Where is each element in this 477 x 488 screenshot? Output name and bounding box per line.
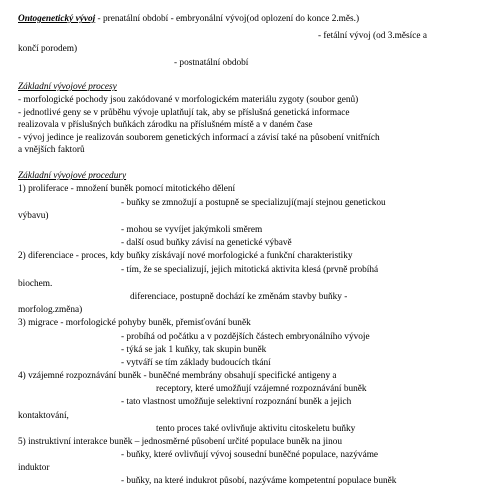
section-title-procedures: Základní vývojové procedury <box>18 171 127 181</box>
text-line: biochem. <box>18 279 53 289</box>
text-line: diferenciace, postupně dochází ke změnám stavby buňky - <box>130 292 348 302</box>
text-line: - vývoj jedince je realizován souborem genetických informací a závisí také na působení vnitřních <box>18 133 380 143</box>
text-line: kontaktování, <box>18 411 69 421</box>
text-line: morfolog.změna) <box>18 305 83 315</box>
text-line: - buňky, které ovlivňují vývoj sousední buněčné populace, nazýváme <box>121 450 379 460</box>
period-fetal-b: končí porodem) <box>18 44 78 54</box>
text-line: a vnějších faktorů <box>18 145 85 155</box>
document-title: Ontogenetický vývoj <box>18 14 96 24</box>
section-title-processes: Základní vývojové procesy <box>18 82 117 92</box>
text-line: induktor <box>18 463 50 473</box>
text-line: - buňky, na které indukrot působí, nazýváme kompetentní populace buněk <box>121 476 397 486</box>
period-prenatal: - prenatální období - embryonální vývoj(od oplození do konce 2.měs.) <box>95 14 360 24</box>
text-line: - probíhá od počátku a v pozdějších částech embryonálního vývoje <box>121 332 370 342</box>
text-line: 4) vzájemné rozpoznávání buněk - buněčné membrány obsahují specifické antigeny a <box>18 371 337 381</box>
period-fetal-a: - fetální vývoj (od 3.měsíce a <box>318 31 427 41</box>
text-line: tento proces také ovlivňuje aktivitu citoskeletu buňky <box>156 424 356 434</box>
text-line: - vytváří se tím základy budoucích tkání <box>121 358 271 368</box>
text-line: 3) migrace - morfologické pohyby buněk, přemisťování buněk <box>18 318 251 328</box>
text-line: realizovala v příslušných buňkách zárodku na příslušném místě a v daném čase <box>18 120 313 130</box>
text-line: - morfologické pochody jsou zakódované v morfologickém materiálu zygoty (soubor genů) <box>18 95 359 105</box>
text-line: výbavu) <box>18 211 49 221</box>
text-line: - buňky se zmnožují a postupně se specializují(mají stejnou genetickou <box>121 198 386 208</box>
text-line: - tím, že se specializují, jejich mitotická aktivita klesá (prvně probíhá <box>121 265 379 275</box>
text-line: - jednotlivé geny se v průběhu vývoje uplatňují tak, aby se příslušná genetická informace <box>18 108 350 118</box>
text-line: - týká se jak 1 kuňky, tak skupin buněk <box>121 345 267 355</box>
text-line: 1) proliferace - množení buněk pomocí mitotického dělení <box>18 184 236 194</box>
heading-line <box>18 14 359 25</box>
text-line: - mohou se vyvíjet jakýmkoli směrem <box>121 225 263 235</box>
text-line: 5) instruktivní interakce buněk – jednosměrné působení určité populace buněk na jinou <box>18 437 343 447</box>
text-line: - další osud buňky závisí na genetické výbavě <box>121 238 292 248</box>
period-postnatal: - postnatální období <box>174 58 249 68</box>
text-line: - tato vlastnost umožňuje selektivní rozpoznání buněk a jejich <box>121 397 352 407</box>
text-line: receptory, které umožňují vzájemné rozpoznávání buněk <box>156 384 367 394</box>
text-line: 2) diferenciace - proces, kdy buňky získávají nové morfologické a funkční charakteristiky <box>18 251 353 261</box>
